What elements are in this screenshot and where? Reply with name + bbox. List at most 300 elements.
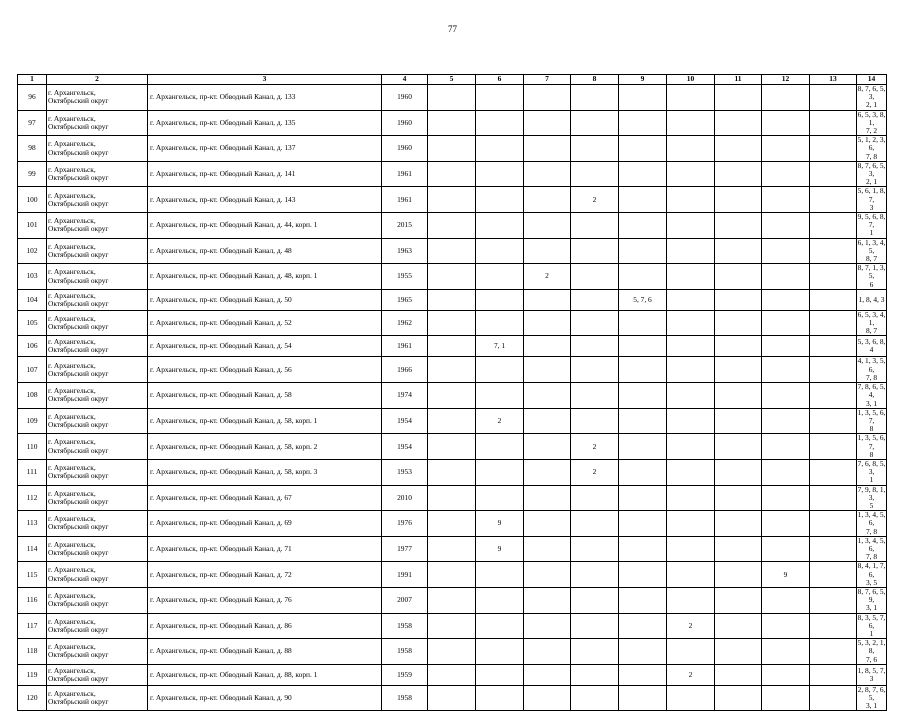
code-list-cell <box>857 238 887 264</box>
address-cell: г. Архангельск, пр-кт. Обводный Канал, д. 48 <box>148 238 382 264</box>
value-cell-c5 <box>428 459 476 485</box>
value-cell-c12: 9 <box>762 562 810 588</box>
table-row <box>18 408 887 434</box>
district-line: г. Архангельск, <box>48 411 96 421</box>
value-cell-c6: 7, 1 <box>476 336 524 357</box>
value-cell-c12 <box>762 136 810 162</box>
table-row <box>18 110 887 136</box>
row-number-cell: 114 <box>18 536 47 562</box>
table-row <box>18 85 887 111</box>
value-cell-c5 <box>428 310 476 336</box>
year-cell: 1960 <box>382 110 428 136</box>
code-list-line: 8, 7, 1, 3, 5, <box>857 263 886 281</box>
value-cell-c6 <box>476 187 524 213</box>
year-cell: 1991 <box>382 562 428 588</box>
code-list-cell <box>857 310 887 336</box>
district-cell <box>47 562 148 588</box>
district-cell <box>47 408 148 434</box>
value-cell-c7 <box>524 562 571 588</box>
value-cell-c5 <box>428 587 476 613</box>
housing-table <box>17 74 887 711</box>
district-cell <box>47 213 148 239</box>
district-line: г. Архангельск, <box>48 113 96 123</box>
district-line: г. Архангельск, <box>48 688 96 698</box>
value-cell-c9 <box>619 664 667 685</box>
value-cell-c8 <box>571 408 619 434</box>
value-cell-c10 <box>667 536 715 562</box>
address-cell: г. Архангельск, пр-кт. Обводный Канал, д. 54 <box>148 336 382 357</box>
address-cell: г. Архангельск, пр-кт. Обводный Канал, д. 58, корп. 2 <box>148 434 382 460</box>
district-line: г. Архангельск, <box>48 88 96 98</box>
value-cell-c8 <box>571 213 619 239</box>
value-cell-c5 <box>428 639 476 665</box>
year-cell: 1958 <box>382 613 428 639</box>
value-cell-c9 <box>619 238 667 264</box>
value-cell-c6 <box>476 357 524 383</box>
value-cell-c12 <box>762 664 810 685</box>
value-cell-c7 <box>524 664 571 685</box>
table-row <box>18 562 887 588</box>
value-cell-c12 <box>762 408 810 434</box>
row-number-cell: 115 <box>18 562 47 588</box>
year-cell: 1965 <box>382 289 428 310</box>
value-cell-c10 <box>667 408 715 434</box>
table-row <box>18 613 887 639</box>
address-cell: г. Архангельск, пр-кт. Обводный Канал, д. 58, корп. 1 <box>148 408 382 434</box>
value-cell-c12 <box>762 434 810 460</box>
code-list-line: 7, 2 <box>865 126 878 136</box>
code-list-line: 8, 7, 6, 5, 3, <box>857 84 886 102</box>
table-row <box>18 383 887 409</box>
table-row <box>18 536 887 562</box>
code-list-cell <box>857 639 887 665</box>
district-line: Октябрьский округ <box>48 345 109 355</box>
code-list-cell <box>857 434 887 460</box>
column-header: 10 <box>667 75 715 85</box>
district-line: Октябрьский округ <box>48 298 109 308</box>
address-cell: г. Архангельск, пр-кт. Обводный Канал, д. 88, корп. 1 <box>148 664 382 685</box>
row-number-cell: 118 <box>18 639 47 665</box>
value-cell-c11 <box>715 639 762 665</box>
code-list-line: 1, 3, 5, 6, 7, <box>857 433 886 451</box>
code-list-line: 1 <box>869 628 874 638</box>
value-cell-c13 <box>810 587 857 613</box>
value-cell-c12 <box>762 289 810 310</box>
row-number-cell: 111 <box>18 459 47 485</box>
value-cell-c6: 9 <box>476 536 524 562</box>
row-number-cell: 97 <box>18 110 47 136</box>
value-cell-c5 <box>428 336 476 357</box>
district-line: г. Архангельск, <box>48 488 96 498</box>
column-header: 11 <box>715 75 762 85</box>
column-header: 1 <box>18 75 47 85</box>
address-cell: г. Архангельск, пр-кт. Обводный Канал, д. 58 <box>148 383 382 409</box>
value-cell-c11 <box>715 536 762 562</box>
value-cell-c7 <box>524 213 571 239</box>
value-cell-c8 <box>571 587 619 613</box>
code-list-line: 3, 1 <box>865 603 878 613</box>
value-cell-c7 <box>524 336 571 357</box>
value-cell-c5 <box>428 264 476 290</box>
row-number-cell: 108 <box>18 383 47 409</box>
value-cell-c12 <box>762 187 810 213</box>
value-cell-c8 <box>571 613 619 639</box>
district-line: Октябрьский округ <box>48 147 109 157</box>
district-cell <box>47 536 148 562</box>
value-cell-c6 <box>476 289 524 310</box>
value-cell-c6: 2 <box>476 408 524 434</box>
year-cell: 1961 <box>382 336 428 357</box>
address-cell: г. Архангельск, пр-кт. Обводный Канал, д. 76 <box>148 587 382 613</box>
table-row <box>18 459 887 485</box>
table-body <box>18 85 887 711</box>
district-line: г. Архангельск, <box>48 337 96 347</box>
value-cell-c11 <box>715 459 762 485</box>
value-cell-c5 <box>428 161 476 187</box>
value-cell-c7 <box>524 587 571 613</box>
district-line: Октябрьский округ <box>48 394 109 404</box>
value-cell-c7 <box>524 434 571 460</box>
code-list-line: 2, 8, 7, 6, 5, <box>857 685 886 702</box>
district-line: г. Архангельск, <box>48 565 96 575</box>
value-cell-c12 <box>762 613 810 639</box>
table-row <box>18 289 887 310</box>
district-cell <box>47 639 148 665</box>
value-cell-c13 <box>810 310 857 336</box>
table-row <box>18 213 887 239</box>
value-cell-c12 <box>762 213 810 239</box>
value-cell-c10 <box>667 213 715 239</box>
value-cell-c7 <box>524 310 571 336</box>
year-cell: 1963 <box>382 238 428 264</box>
value-cell-c12 <box>762 85 810 111</box>
code-list-line: 5, 6, 1, 8, 7, <box>857 186 886 204</box>
district-cell <box>47 459 148 485</box>
value-cell-c12 <box>762 310 810 336</box>
value-cell-c6 <box>476 639 524 665</box>
value-cell-c7 <box>524 685 571 711</box>
value-cell-c8: 2 <box>571 459 619 485</box>
table-row <box>18 511 887 537</box>
value-cell-c7 <box>524 357 571 383</box>
value-cell-c13 <box>810 664 857 685</box>
year-cell: 1966 <box>382 357 428 383</box>
district-cell <box>47 357 148 383</box>
value-cell-c5 <box>428 511 476 537</box>
value-cell-c9 <box>619 685 667 711</box>
code-list-line: 1 <box>869 228 874 238</box>
value-cell-c7 <box>524 85 571 111</box>
row-number-cell: 103 <box>18 264 47 290</box>
table-row <box>18 161 887 187</box>
column-header: 12 <box>762 75 810 85</box>
value-cell-c7 <box>524 536 571 562</box>
district-line: г. Архангельск, <box>48 241 96 251</box>
address-cell: г. Архангельск, пр-кт. Обводный Канал, д. 52 <box>148 310 382 336</box>
district-line: г. Архангельск, <box>48 164 96 174</box>
year-cell: 2015 <box>382 213 428 239</box>
value-cell-c9 <box>619 536 667 562</box>
value-cell-c5 <box>428 664 476 685</box>
year-cell: 1953 <box>382 459 428 485</box>
code-list-cell <box>857 357 887 383</box>
code-list-cell <box>857 685 887 711</box>
value-cell-c13 <box>810 85 857 111</box>
value-cell-c12 <box>762 357 810 383</box>
district-cell <box>47 238 148 264</box>
district-line: Октябрьский округ <box>48 624 109 634</box>
value-cell-c8 <box>571 511 619 537</box>
value-cell-c13 <box>810 213 857 239</box>
value-cell-c11 <box>715 562 762 588</box>
value-cell-c5 <box>428 187 476 213</box>
address-cell: г. Архангельск, пр-кт. Обводный Канал, д. 67 <box>148 485 382 511</box>
value-cell-c13 <box>810 613 857 639</box>
district-line: г. Архангельск, <box>48 463 96 473</box>
value-cell-c8 <box>571 485 619 511</box>
row-number-cell: 100 <box>18 187 47 213</box>
table-row <box>18 587 887 613</box>
table-row <box>18 685 887 711</box>
district-line: Октябрьский округ <box>48 322 109 332</box>
row-number-cell: 119 <box>18 664 47 685</box>
row-number-cell: 109 <box>18 408 47 434</box>
district-line: Октябрьский округ <box>48 121 109 131</box>
value-cell-c12 <box>762 110 810 136</box>
value-cell-c9 <box>619 136 667 162</box>
table-row <box>18 639 887 665</box>
district-line: Октябрьский округ <box>48 96 109 106</box>
value-cell-c9 <box>619 310 667 336</box>
value-cell-c6 <box>476 85 524 111</box>
value-cell-c6: 9 <box>476 511 524 537</box>
year-cell: 1961 <box>382 187 428 213</box>
code-list-line: 6, 1, 3, 4, 5, <box>857 238 886 255</box>
value-cell-c11 <box>715 485 762 511</box>
row-number-cell: 104 <box>18 289 47 310</box>
district-cell <box>47 289 148 310</box>
address-cell: г. Архангельск, пр-кт. Обводный Канал, д. 72 <box>148 562 382 588</box>
district-cell <box>47 85 148 111</box>
code-list-cell <box>857 336 887 357</box>
value-cell-c10 <box>667 357 715 383</box>
district-line: г. Архангельск, <box>48 642 96 652</box>
value-cell-c13 <box>810 434 857 460</box>
page-number: 77 <box>448 24 457 34</box>
address-cell: г. Архангельск, пр-кт. Обводный Канал, д. 48, корп. 1 <box>148 264 382 290</box>
address-cell: г. Архангельск, пр-кт. Обводный Канал, д. 90 <box>148 685 382 711</box>
value-cell-c11 <box>715 289 762 310</box>
value-cell-c10 <box>667 110 715 136</box>
code-list-cell <box>857 264 887 290</box>
value-cell-c10 <box>667 383 715 409</box>
district-cell <box>47 587 148 613</box>
row-number-cell: 96 <box>18 85 47 111</box>
value-cell-c6 <box>476 161 524 187</box>
district-line: г. Архангельск, <box>48 267 96 277</box>
value-cell-c6 <box>476 613 524 639</box>
district-cell <box>47 187 148 213</box>
code-list-line: 8 <box>869 424 874 434</box>
district-line: Октябрьский округ <box>48 249 109 259</box>
value-cell-c13 <box>810 536 857 562</box>
value-cell-c10 <box>667 336 715 357</box>
code-list-line: 7, 6 <box>865 654 878 664</box>
value-cell-c10 <box>667 459 715 485</box>
address-cell: г. Архангельск, пр-кт. Обводный Канал, д. 58, корп. 3 <box>148 459 382 485</box>
value-cell-c9 <box>619 485 667 511</box>
code-list-line: 7, 8 <box>865 526 878 536</box>
code-list-cell <box>857 383 887 409</box>
year-cell: 1960 <box>382 136 428 162</box>
district-line: г. Архангельск, <box>48 139 96 149</box>
code-list-line: 5 <box>869 500 874 510</box>
column-header: 7 <box>524 75 571 85</box>
value-cell-c6 <box>476 213 524 239</box>
code-list-cell <box>857 536 887 562</box>
column-header: 8 <box>571 75 619 85</box>
year-cell: 1959 <box>382 664 428 685</box>
value-cell-c5 <box>428 85 476 111</box>
code-list-line: 1, 3, 4, 5, 6, <box>857 510 886 528</box>
code-list-cell <box>857 85 887 111</box>
address-cell: г. Архангельск, пр-кт. Обводный Канал, д. 133 <box>148 85 382 111</box>
district-cell <box>47 110 148 136</box>
district-line: г. Архангельск, <box>48 437 96 447</box>
address-cell: г. Архангельск, пр-кт. Обводный Канал, д. 71 <box>148 536 382 562</box>
value-cell-c13 <box>810 408 857 434</box>
value-cell-c5 <box>428 238 476 264</box>
address-cell: г. Архангельск, пр-кт. Обводный Канал, д. 141 <box>148 161 382 187</box>
value-cell-c10 <box>667 685 715 711</box>
value-cell-c7 <box>524 161 571 187</box>
value-cell-c8 <box>571 161 619 187</box>
code-list-line: 7, 8 <box>865 372 878 382</box>
value-cell-c13 <box>810 161 857 187</box>
column-header: 2 <box>47 75 148 85</box>
district-cell <box>47 685 148 711</box>
value-cell-c13 <box>810 289 857 310</box>
value-cell-c8 <box>571 110 619 136</box>
value-cell-c10 <box>667 85 715 111</box>
value-cell-c12 <box>762 485 810 511</box>
value-cell-c6 <box>476 685 524 711</box>
value-cell-c13 <box>810 562 857 588</box>
code-list-line: 8, 7, 6, 5, 3, <box>857 161 886 179</box>
value-cell-c10 <box>667 264 715 290</box>
value-cell-c6 <box>476 310 524 336</box>
value-cell-c11 <box>715 85 762 111</box>
value-cell-c10 <box>667 187 715 213</box>
value-cell-c7 <box>524 639 571 665</box>
district-cell <box>47 434 148 460</box>
value-cell-c7 <box>524 136 571 162</box>
district-line: Октябрьский округ <box>48 445 109 455</box>
table-row <box>18 310 887 336</box>
value-cell-c8: 2 <box>571 434 619 460</box>
value-cell-c9 <box>619 613 667 639</box>
value-cell-c6 <box>476 485 524 511</box>
value-cell-c9 <box>619 639 667 665</box>
value-cell-c9 <box>619 336 667 357</box>
value-cell-c11 <box>715 685 762 711</box>
value-cell-c8 <box>571 85 619 111</box>
value-cell-c8 <box>571 336 619 357</box>
value-cell-c12 <box>762 639 810 665</box>
value-cell-c13 <box>810 110 857 136</box>
code-list-line: 1 <box>869 475 874 485</box>
value-cell-c5 <box>428 136 476 162</box>
value-cell-c10 <box>667 161 715 187</box>
row-number-cell: 120 <box>18 685 47 711</box>
code-list-line: 2, 1 <box>865 100 878 110</box>
table-row <box>18 336 887 357</box>
code-list-cell <box>857 110 887 136</box>
code-list-line: 1, 3, 4, 5, 6, <box>857 536 886 553</box>
value-cell-c12 <box>762 264 810 290</box>
value-cell-c11 <box>715 110 762 136</box>
value-cell-c5 <box>428 408 476 434</box>
value-cell-c7 <box>524 511 571 537</box>
value-cell-c5 <box>428 613 476 639</box>
row-number-cell: 106 <box>18 336 47 357</box>
value-cell-c5 <box>428 110 476 136</box>
code-list-line: 8, 7 <box>865 254 878 264</box>
value-cell-c11 <box>715 511 762 537</box>
district-line: Октябрьский округ <box>48 599 109 609</box>
address-cell: г. Архангельск, пр-кт. Обводный Канал, д. 44, корп. 1 <box>148 213 382 239</box>
value-cell-c12 <box>762 238 810 264</box>
district-line: Октябрьский округ <box>48 173 109 183</box>
value-cell-c11 <box>715 613 762 639</box>
district-line: Октябрьский округ <box>48 650 109 660</box>
code-list-line: 3, 1 <box>865 398 878 408</box>
code-list-line: 6 <box>869 279 874 289</box>
year-cell: 2007 <box>382 587 428 613</box>
column-header: 3 <box>148 75 382 85</box>
value-cell-c5 <box>428 562 476 588</box>
value-cell-c6 <box>476 383 524 409</box>
code-list-cell <box>857 459 887 485</box>
column-header: 13 <box>810 75 857 85</box>
value-cell-c11 <box>715 264 762 290</box>
code-list-cell <box>857 213 887 239</box>
value-cell-c5 <box>428 357 476 383</box>
value-cell-c12 <box>762 161 810 187</box>
value-cell-c7 <box>524 485 571 511</box>
code-list-line: 1, 3, 5, 6, 7, <box>857 408 886 425</box>
value-cell-c9 <box>619 85 667 111</box>
code-list-line: 8, 4, 1, 7, 6, <box>857 561 886 579</box>
value-cell-c9 <box>619 511 667 537</box>
district-line: Октябрьский округ <box>48 496 109 506</box>
value-cell-c11 <box>715 587 762 613</box>
value-cell-c6 <box>476 434 524 460</box>
value-cell-c10 <box>667 289 715 310</box>
district-line: г. Архангельск, <box>48 591 96 601</box>
year-cell: 1954 <box>382 408 428 434</box>
value-cell-c13 <box>810 238 857 264</box>
value-cell-c9 <box>619 187 667 213</box>
row-number-cell: 116 <box>18 587 47 613</box>
column-header: 14 <box>857 75 887 85</box>
value-cell-c8 <box>571 289 619 310</box>
value-cell-c10 <box>667 485 715 511</box>
value-cell-c13 <box>810 511 857 537</box>
district-line: Октябрьский округ <box>48 697 109 707</box>
value-cell-c8 <box>571 562 619 588</box>
year-cell: 1976 <box>382 511 428 537</box>
